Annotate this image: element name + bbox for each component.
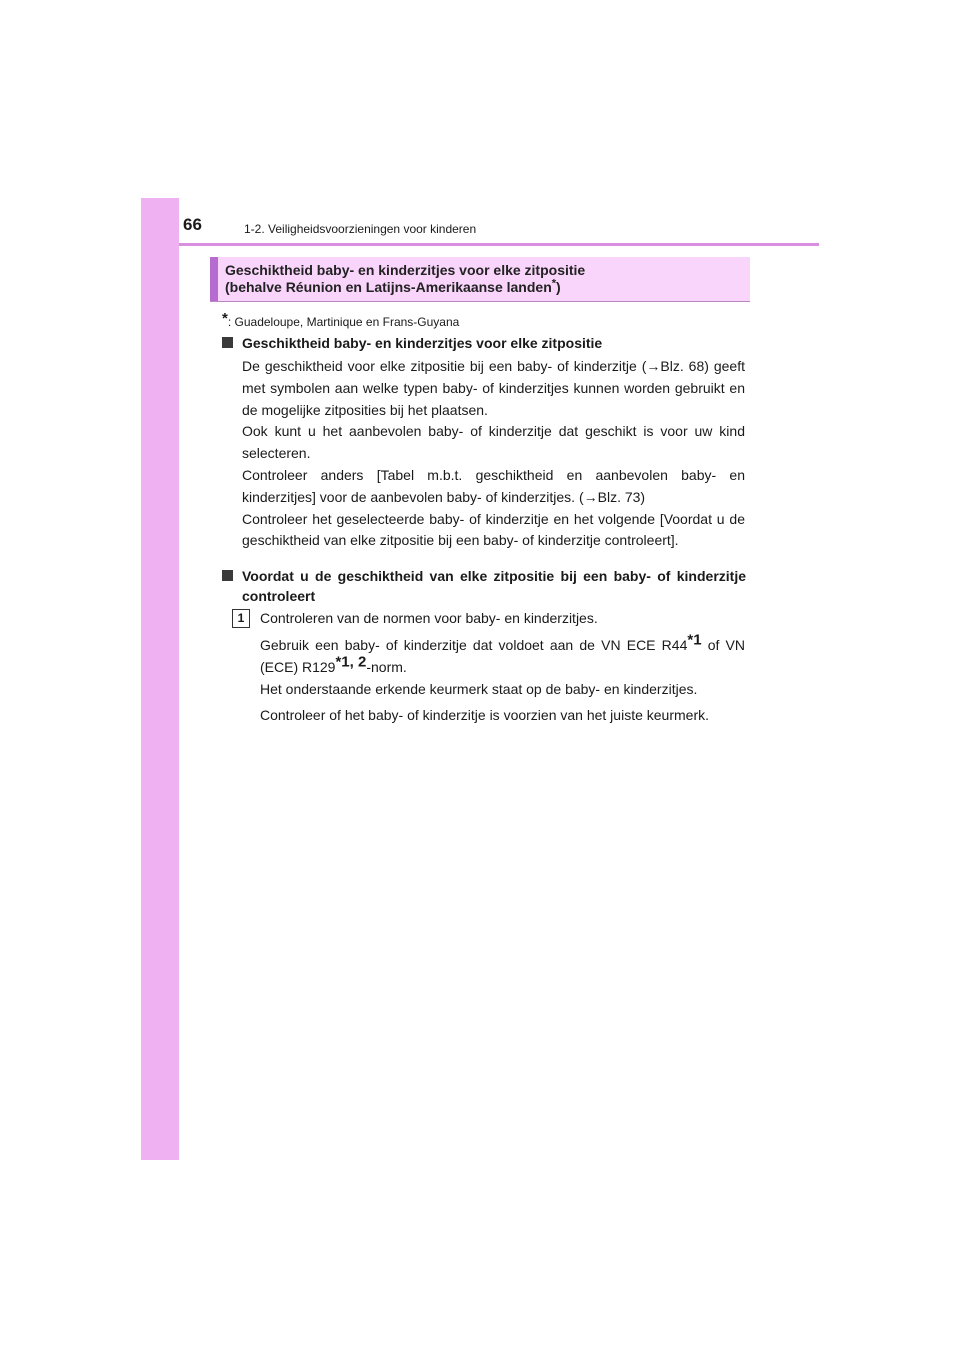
box-heading-line2-text: (behalve Réunion en Latijns-Amerikaanse landen xyxy=(225,279,552,295)
paragraph: De geschiktheid voor elke zitpositie bij een baby- of kinderzitje (→Blz. 68) geeft met symbolen aan welke typen baby- of kinderzitjes kunnen worden gebruikt en de mogelijke zitposities bij het plaatsen. xyxy=(242,358,745,418)
square-bullet-icon xyxy=(222,570,233,581)
standards-text-a: Gebruik een baby- of kinderzitje dat voldoet aan de VN ECE R44 xyxy=(260,637,688,653)
section-title: 1-2. Veiligheidsvoorzieningen voor kinderen xyxy=(244,222,477,236)
chapter-side-tab xyxy=(141,198,179,1160)
header-divider xyxy=(179,243,819,246)
subheading-suitability-text: Geschiktheid baby- en kinderzitjes voor elke zitpositie xyxy=(242,335,603,351)
box-heading-text xyxy=(225,262,585,296)
footnote-ref-1: *1 xyxy=(687,631,702,649)
standards-text-b: of VN (ECE) R129 xyxy=(260,637,745,675)
footnote xyxy=(222,310,459,329)
step-1-text: Controleren van de normen voor baby- en kinderzitjes. xyxy=(260,610,598,626)
subheading-before-check-text: Voordat u de geschiktheid van elke zitpositie bij een baby- of kinderzitje controleert xyxy=(242,568,746,604)
footnote-text: : Guadeloupe, Martinique en Frans-Guyana xyxy=(227,315,460,329)
box-heading-accent-bar xyxy=(210,257,218,301)
paragraph: Ook kunt u het aanbevolen baby- of kinderzitje dat geschikt is voor uw kind selecteren. xyxy=(242,423,745,462)
paragraph: Controleer anders [Tabel m.b.t. geschiktheid en aanbevolen baby- en kinderzitjes] voor de aanbevolen baby- of kinderzitjes. (→Blz. 73) xyxy=(242,466,745,505)
footnote-ref-1-2: *1, 2 xyxy=(335,653,367,671)
standards-text-c: -norm. xyxy=(366,658,407,675)
standards-paragraph xyxy=(260,631,745,679)
subheading-before-check xyxy=(222,566,746,604)
box-heading-marker: * xyxy=(551,277,557,290)
step-number-badge: 1 xyxy=(232,609,250,628)
box-heading-close: ) xyxy=(556,279,561,295)
box-heading xyxy=(210,257,750,302)
footnote-marker: * xyxy=(222,310,228,327)
box-heading-line2 xyxy=(225,279,585,296)
suitability-body xyxy=(242,356,745,552)
check-mark-paragraph: Controleer of het baby- of kinderzitje is voorzien van het juiste keurmerk. xyxy=(260,707,709,723)
box-heading-line1: Geschiktheid baby- en kinderzitjes voor elke zitpositie xyxy=(225,262,586,278)
square-bullet-icon xyxy=(222,337,233,348)
page-number: 66 xyxy=(183,215,202,234)
approval-mark-paragraph: Het onderstaande erkende keurmerk staat op de baby- en kinderzitjes. xyxy=(260,681,698,697)
subheading-suitability xyxy=(222,333,603,353)
paragraph: Controleer het geselecteerde baby- of kinderzitje en het volgende [Voordat u de geschiktheid van elke zitpositie bij een baby- of kinderzitje controleert]. xyxy=(242,510,745,549)
